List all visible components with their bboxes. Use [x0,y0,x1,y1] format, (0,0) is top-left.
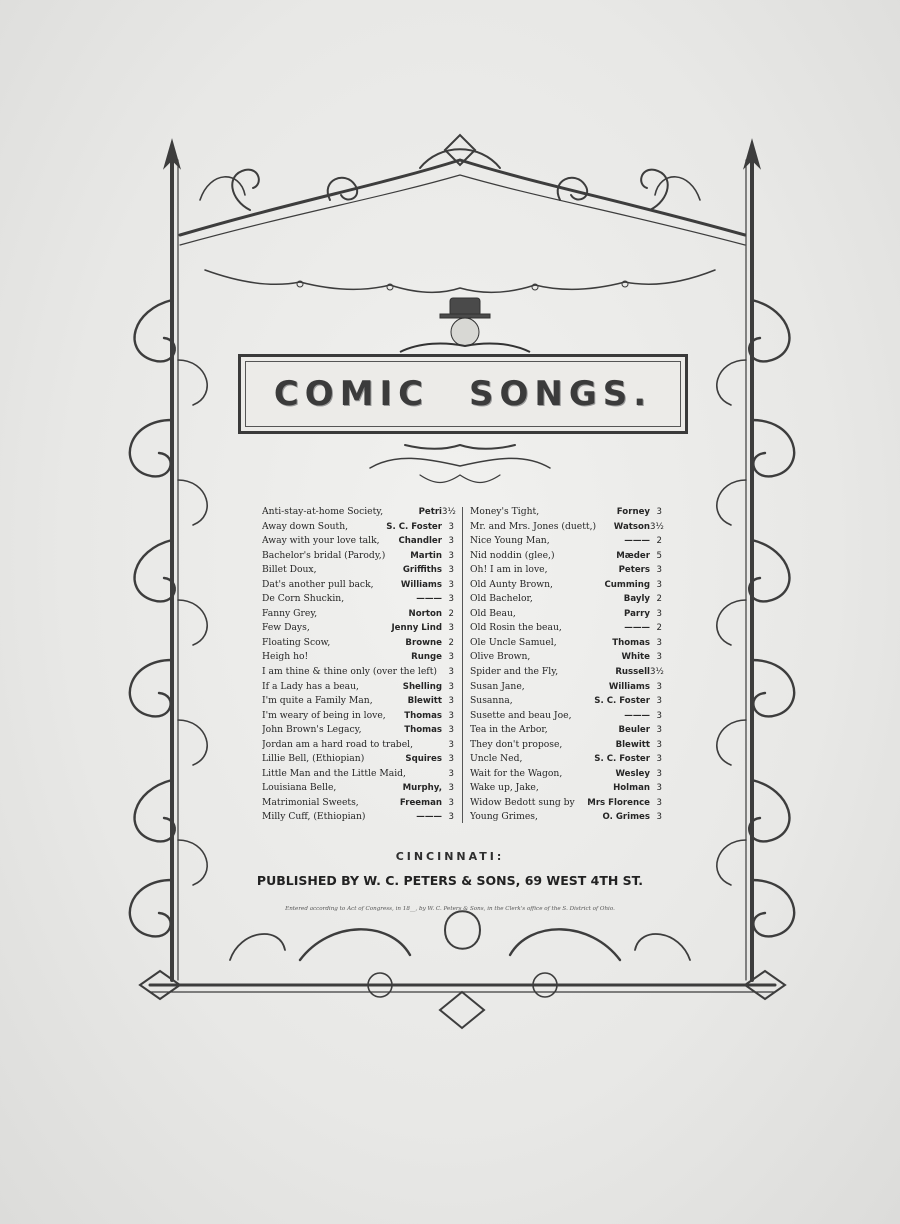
song-title: Young Grimes, [470,811,538,823]
song-composer: ——— [624,623,650,634]
song-price: 3 [656,652,662,663]
song-composer: ——— [416,812,442,823]
song-composer: Squires [405,754,442,765]
song-title: Olive Brown, [470,651,531,663]
song-composer: Griffiths [402,565,442,576]
song-title: Bachelor's bridal (Parody,) [262,549,386,561]
song-composer: Runge [411,652,442,663]
song-price: 2 [448,608,454,619]
song-title: Dat's another pull back, [262,578,374,590]
song-entry [470,505,662,520]
song-composer: White [621,652,650,663]
song-title: Widow Bedott sung by [470,796,575,808]
song-entry [262,781,454,796]
song-entry [262,636,454,651]
song-price: 3 [656,681,662,692]
song-price: 3 [448,768,454,779]
song-composer: Cumming [604,579,650,590]
song-price: 3 [656,579,662,590]
song-price: 3 [448,550,454,561]
song-composer: S. C. Foster [386,521,442,532]
song-composer: Williams [608,681,650,692]
title-banner [238,354,688,434]
song-title: Tea in the Arbor, [470,724,548,736]
song-entry [262,578,454,593]
song-composer: Shelling [402,681,442,692]
song-price: 3 [656,507,662,517]
song-entry [262,767,454,782]
song-price: 3 [448,521,454,532]
song-title: Fanny Grey, [262,607,318,619]
song-title: Old Beau, [470,607,516,619]
song-title: Susan Jane, [470,680,525,692]
song-price: 3 [656,754,662,765]
song-entry [262,505,454,520]
song-title: Money's Tight, [470,506,540,517]
song-entry [470,694,662,709]
song-title: I am thine & thine only (over the left) [262,666,437,678]
song-price: 3 [448,812,454,823]
song-composer: Martin [410,550,442,561]
song-composer: Mrs Florence [587,797,650,808]
song-price: 5 [656,550,662,561]
song-price: 3 [448,579,454,590]
song-entry [262,650,454,665]
song-composer: ——— [624,536,650,547]
song-composer: O. Grimes [602,812,650,823]
song-price: 3 [448,739,454,750]
song-composer: S. C. Foster [594,696,650,707]
song-composer: Forney [616,507,650,517]
song-entry [262,534,454,549]
song-title: Little Man and the Little Maid, [262,767,406,779]
song-price: 3 [656,696,662,707]
song-entry [470,723,662,738]
song-entry [470,549,662,564]
song-column-right [470,505,662,825]
song-title: Susanna, [470,695,513,707]
song-composer: Wesley [615,768,650,779]
song-entry [470,752,662,767]
song-title: Lillie Bell, (Ethiopian) [262,753,365,765]
song-entry [262,520,454,535]
song-composer: Thomas [404,710,442,721]
song-title: Old Bachelor, [470,593,533,605]
song-composer: ——— [624,710,650,721]
song-composer: Watson [613,521,650,532]
song-price: 3 [656,710,662,721]
song-price: 3 [448,667,454,678]
copyright-notice: Entered according to Act of Congress, in 18__, by W. C. Peters & Sons, in the Clerk's office of the S. District of Ohio. [285,906,615,912]
song-price: 2 [656,594,662,605]
song-entry [470,665,662,680]
song-entry [470,781,662,796]
song-price: 2 [448,637,454,648]
song-price: 3½ [442,507,456,517]
song-entry [470,607,662,622]
song-entry [470,738,662,753]
song-title: Louisiana Belle, [262,782,337,794]
song-entry [470,709,662,724]
song-title: They don't propose, [470,738,563,750]
song-title: Away with your love talk, [262,535,380,547]
song-price: 3 [656,797,662,808]
song-title: If a Lady has a beau, [262,680,359,692]
song-title: Wake up, Jake, [470,782,539,794]
song-title: Mr. and Mrs. Jones (duett,) [470,520,597,532]
song-entry [470,650,662,665]
song-price: 3 [656,739,662,750]
song-composer: Chandler [398,536,442,547]
song-title: Away down South, [262,520,349,532]
song-entry [262,694,454,709]
song-entry [262,607,454,622]
song-composer: Beuler [618,725,650,736]
song-composer: Norton [408,608,442,619]
song-entry [470,520,662,535]
song-composer [406,767,442,782]
song-composer: Russell [615,667,650,678]
song-composer: Mæder [616,550,650,561]
song-price: 3 [448,754,454,765]
song-price: 3 [448,681,454,692]
song-price: 3 [656,812,662,823]
song-list [262,505,662,825]
song-price: 3 [656,637,662,648]
song-entry [470,592,662,607]
song-composer: Petri [418,507,442,517]
publisher-line: PUBLISHED BY W. C. PETERS & SONS, 69 WEST 4TH ST. [256,873,644,888]
song-entry [262,665,454,680]
song-price: 3½ [650,667,664,678]
song-price: 3 [448,623,454,634]
song-title: Old Aunty Brown, [470,578,553,590]
song-entry [262,752,454,767]
song-entry [262,810,454,825]
song-composer: Murphy, [402,783,442,794]
song-title: John Brown's Legacy, [262,724,362,736]
song-composer [413,738,442,753]
song-title: I'm weary of being in love, [262,709,386,721]
song-entry [470,563,662,578]
song-composer: Holman [613,783,650,794]
song-composer: Thomas [404,725,442,736]
song-price: 3 [448,725,454,736]
song-title: Oh! I am in love, [470,564,548,576]
song-composer: Williams [400,579,442,590]
song-entry [262,738,454,753]
song-title: Milly Cuff, (Ethiopian) [262,811,366,823]
song-entry [470,810,662,825]
song-title: Matrimonial Sweets, [262,796,359,808]
page-title: COMIC SONGS. [273,374,653,414]
song-title: Few Days, [262,622,310,634]
song-title: Ole Uncle Samuel, [470,636,557,648]
song-entry [470,636,662,651]
song-composer: Jenny Lind [391,623,442,634]
song-price: 3 [448,696,454,707]
song-entry [470,767,662,782]
song-title: Nid noddin (glee,) [470,549,555,561]
song-price: 3 [448,710,454,721]
song-title: Floating Scow, [262,636,331,648]
song-entry [470,796,662,811]
song-price: 3 [448,797,454,808]
song-entry [262,563,454,578]
song-price: 3 [448,783,454,794]
song-composer: Blewitt [407,696,442,707]
song-entry [470,680,662,695]
song-title: Spider and the Fly, [470,666,559,678]
song-entry [470,578,662,593]
song-column-left [262,505,454,825]
publisher-city: CINCINNATI: [395,850,505,863]
song-price: 3½ [650,521,664,532]
song-composer: Bayly [623,594,650,605]
song-title: Billet Doux, [262,564,317,576]
song-title: Jordan am a hard road to trabel, [262,738,413,750]
song-composer: Thomas [612,637,650,648]
song-price: 3 [656,768,662,779]
song-composer: Parry [624,608,650,619]
song-price: 2 [656,623,662,634]
song-price: 3 [656,608,662,619]
song-composer: Browne [405,637,442,648]
song-price: 3 [448,536,454,547]
song-entry [262,796,454,811]
song-entry [262,549,454,564]
song-entry [262,592,454,607]
song-price: 2 [656,536,662,547]
song-entry [262,680,454,695]
song-price: 3 [448,652,454,663]
song-entry [262,723,454,738]
song-composer: ——— [416,594,442,605]
song-title: Heigh ho! [262,651,309,663]
song-title: I'm quite a Family Man, [262,695,373,707]
song-title: Nice Young Man, [470,535,550,547]
song-price: 3 [448,594,454,605]
song-composer: Blewitt [615,739,650,750]
song-entry [262,709,454,724]
song-composer: Peters [618,565,650,576]
song-entry [262,621,454,636]
song-composer: S. C. Foster [594,754,650,765]
song-title: Susette and beau Joe, [470,709,572,721]
song-entry [470,621,662,636]
song-title: Anti-stay-at-home Society, [262,506,384,517]
song-entry [470,534,662,549]
song-title: Wait for the Wagon, [470,767,563,779]
song-title: Old Rosin the beau, [470,622,562,634]
song-composer: Freeman [399,797,442,808]
song-price: 3 [656,725,662,736]
song-price: 3 [656,783,662,794]
song-price: 3 [448,565,454,576]
song-price: 3 [656,565,662,576]
song-title: De Corn Shuckin, [262,593,345,605]
song-title: Uncle Ned, [470,753,523,765]
